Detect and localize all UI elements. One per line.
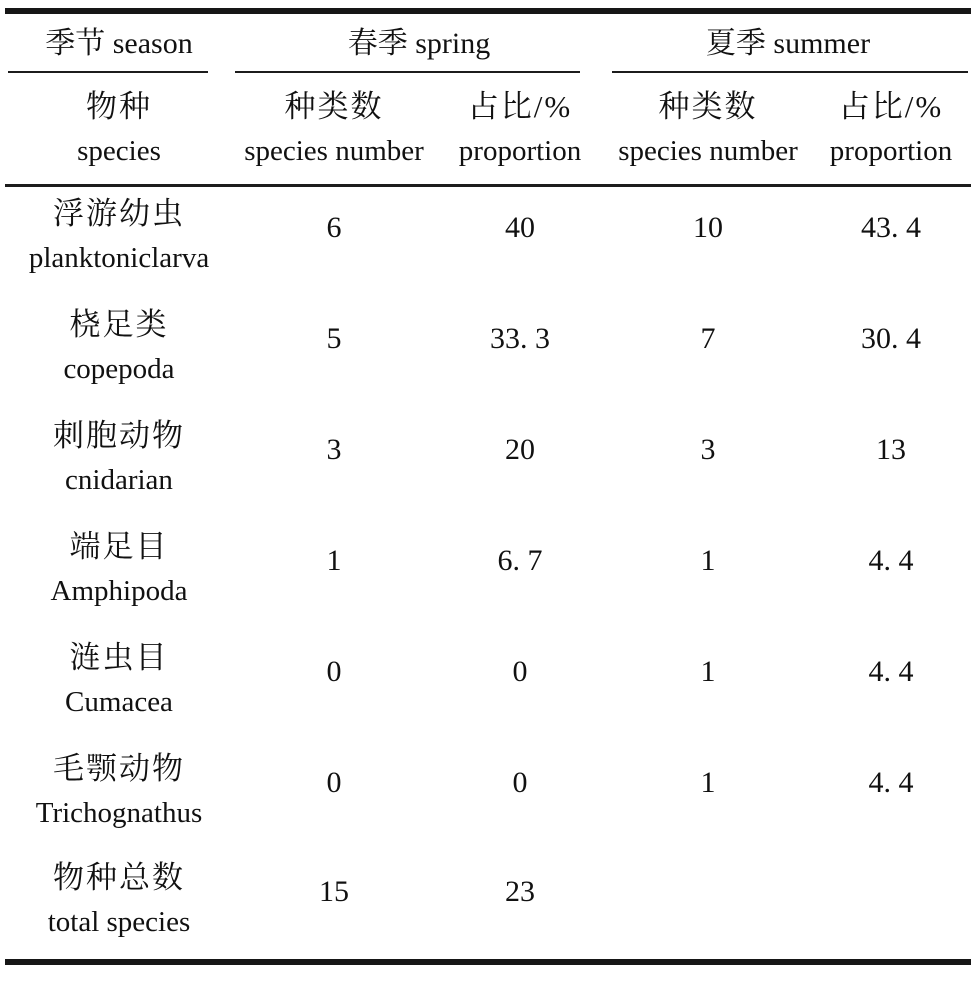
table-row <box>5 296 971 407</box>
species-name-en: cnidarian <box>65 463 173 496</box>
species-name-cell <box>5 296 233 407</box>
summer-species-number-cell <box>605 851 811 962</box>
summer-species-number-cell: 3 <box>700 432 716 466</box>
header-spring-proportion <box>435 73 605 185</box>
species-name-zh: 浮游幼虫 <box>53 196 185 232</box>
spring-species-number-cell: 1 <box>326 543 342 577</box>
header-season <box>5 11 233 73</box>
spring-species-number-cell: 15 <box>319 875 349 908</box>
spring-proportion-cell: 6. 7 <box>497 543 543 577</box>
header-group-row <box>5 11 971 73</box>
summer-species-number-cell: 1 <box>700 543 716 577</box>
species-name-cell <box>5 740 233 851</box>
species-name-zh: 端足目 <box>69 528 169 564</box>
spring-underline-rule <box>235 71 580 73</box>
species-name-zh: 物种总数 <box>53 860 185 895</box>
species-name-en: Cumacea <box>65 685 173 718</box>
table-row <box>5 518 971 629</box>
spring-species-number-cell: 5 <box>326 321 342 355</box>
species-name-cell <box>5 629 233 740</box>
species-name-en: total species <box>47 906 191 938</box>
header-season-label: 季节 season <box>45 26 193 60</box>
species-name-zh: 涟虫目 <box>69 639 169 675</box>
header-summer-proportion-en: proportion <box>829 135 953 168</box>
summer-proportion-cell: 4. 4 <box>868 654 914 688</box>
species-name-cell <box>5 185 233 296</box>
spring-species-number-cell: 0 <box>326 654 342 688</box>
summer-proportion-cell: 4. 4 <box>868 765 914 799</box>
species-name-zh: 桡足类 <box>69 306 169 342</box>
spring-proportion-cell: 33. 3 <box>490 321 550 355</box>
table-row <box>5 740 971 851</box>
header-spring-proportion-zh: 占比/% <box>467 89 573 125</box>
spring-proportion-cell: 23 <box>505 875 535 908</box>
species-name-en: planktoniclarva <box>28 242 210 275</box>
summer-species-number-cell: 1 <box>700 654 716 688</box>
spring-proportion-cell: 0 <box>512 765 528 799</box>
header-subcolumn-row <box>5 73 971 185</box>
species-name-cell <box>5 518 233 629</box>
summer-proportion-cell: 30. 4 <box>861 321 921 355</box>
spring-proportion-cell: 40 <box>505 211 535 245</box>
spring-species-number-cell: 3 <box>326 432 342 466</box>
spring-species-number-cell: 6 <box>326 211 342 245</box>
summer-proportion-cell: 13 <box>876 432 906 466</box>
species-name-cell <box>5 851 233 962</box>
summer-proportion-cell: 4. 4 <box>868 543 914 577</box>
header-summer-species-number <box>605 73 811 185</box>
paper-table-figure <box>5 8 971 965</box>
species-name-zh: 毛颚动物 <box>53 750 185 786</box>
summer-species-number-cell: 1 <box>700 765 716 799</box>
spring-species-number-cell: 0 <box>326 765 342 799</box>
header-spring-species-number-en: species number <box>244 135 424 168</box>
season-underline-rule <box>8 71 208 73</box>
table-row <box>5 851 971 962</box>
header-summer-proportion <box>811 73 971 185</box>
header-spring-label: 春季 spring <box>347 26 491 60</box>
header-summer-species-number-zh: 种类数 <box>658 89 758 125</box>
summer-species-number-cell: 7 <box>700 321 716 355</box>
table-row <box>5 185 971 296</box>
species-name-en: copepoda <box>63 352 175 385</box>
header-summer-proportion-zh: 占比/% <box>838 89 944 125</box>
header-summer-species-number-en: species number <box>618 135 798 168</box>
summer-proportion-cell: 43. 4 <box>861 211 921 245</box>
header-spring-group <box>233 11 605 73</box>
header-species-zh: 物种 <box>86 89 152 125</box>
header-summer-label: 夏季 summer <box>705 26 871 60</box>
spring-proportion-cell: 0 <box>512 654 528 688</box>
species-name-en: Amphipoda <box>50 574 188 607</box>
summer-underline-rule <box>612 71 968 73</box>
header-spring-proportion-en: proportion <box>458 135 582 168</box>
species-season-table <box>5 8 971 965</box>
header-species-en: species <box>77 135 161 168</box>
table-row <box>5 629 971 740</box>
table-body <box>5 185 971 962</box>
header-species-column <box>5 73 233 185</box>
header-summer-group <box>605 11 971 73</box>
header-spring-species-number <box>233 73 435 185</box>
summer-species-number-cell: 10 <box>693 211 723 245</box>
species-name-cell <box>5 407 233 518</box>
summer-proportion-cell <box>811 851 971 962</box>
table-row <box>5 407 971 518</box>
spring-proportion-cell: 20 <box>505 432 535 466</box>
species-name-en: Trichognathus <box>35 796 203 829</box>
species-name-zh: 刺胞动物 <box>53 417 185 453</box>
header-spring-species-number-zh: 种类数 <box>284 89 384 125</box>
